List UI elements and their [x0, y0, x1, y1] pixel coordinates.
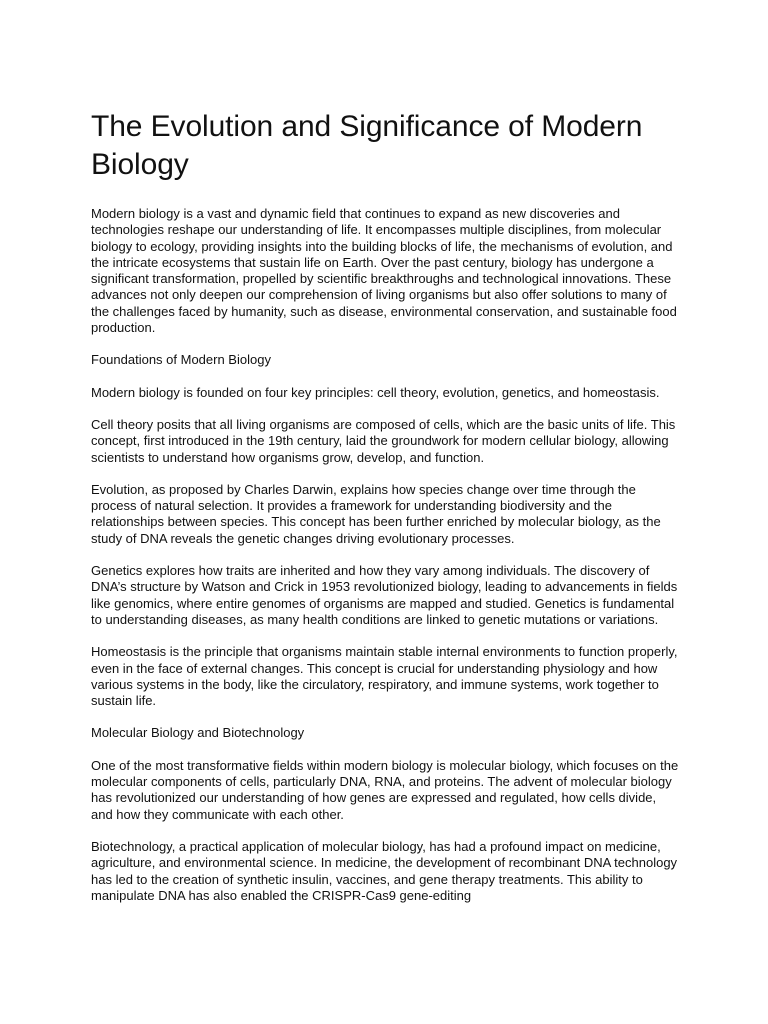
body-paragraph: Modern biology is founded on four key principles: cell theory, evolution, genetics, and homeostasis. [91, 384, 660, 400]
section-heading: Molecular Biology and Biotechnology [91, 725, 305, 741]
section-foundations [91, 352, 681, 709]
body-paragraph: Biotechnology, a practical application of molecular biology, has had a profound impact on medicine, agriculture, and environmental science. In medicine, the development of recombinant DNA technology has led to the creation of synthetic insulin, vaccines, and gene therapy treatments. This ability to manipulate DNA has also enabled the CRISPR-Cas9 gene-editing [91, 838, 678, 903]
document-page [91, 108, 681, 920]
body-paragraph: Evolution, as proposed by Charles Darwin, explains how species change over time through the process of natural selection. It provides a framework for understanding biodiversity and the relationships between species. This concept has been further enriched by molecular biology, as the study of DNA reveals the genetic changes driving evolutionary processes. [91, 481, 661, 546]
body-paragraph: Genetics explores how traits are inherited and how they vary among individuals. The discovery of DNA’s structure by Watson and Crick in 1953 revolutionized biology, leading to advancements in fields like genomics, where entire genomes of organisms are mapped and studied. Genetics is fundamental to understanding diseases, as many health conditions are linked to genetic mutations or variations. [91, 563, 678, 627]
intro-paragraph: Modern biology is a vast and dynamic field that continues to expand as new discoveries and technologies reshape our understanding of life. It encompasses multiple disciplines, from molecular biology to ecology, providing insights into the building blocks of life, the mechanisms of evolution, and the intricate ecosystems that sustain life on Earth. Over the past century, biology has undergone a significant transformation, propelled by scientific breakthroughs and technological innovations. These advances not only deepen our comprehension of living organisms but also offer solutions to many of the challenges faced by humanity, such as disease, environmental conservation, and sustainable food production. [91, 206, 677, 336]
body-paragraph: One of the most transformative fields within modern biology is molecular biology, which focuses on the molecular components of cells, particularly DNA, RNA, and proteins. The advent of molecular biology has revolutionized our understanding of how genes are expressed and regulated, how cells divide, and how they communicate with each other. [91, 757, 679, 822]
body-paragraph: Homeostasis is the principle that organisms maintain stable internal environments to function properly, even in the face of external changes. This concept is crucial for understanding physiology and how various systems in the body, like the circulatory, respiratory, and immune systems, work together to sustain life. [91, 644, 678, 709]
body-paragraph: Cell theory posits that all living organisms are composed of cells, which are the basic units of life. This concept, first introduced in the 19th century, laid the groundwork for modern cellular biology, allowing scientists to understand how organisms grow, develop, and function. [91, 416, 676, 465]
section-molecular-biology [91, 725, 681, 904]
section-heading: Foundations of Modern Biology [91, 352, 271, 368]
document-title: The Evolution and Significance of Modern Biology [91, 110, 643, 181]
